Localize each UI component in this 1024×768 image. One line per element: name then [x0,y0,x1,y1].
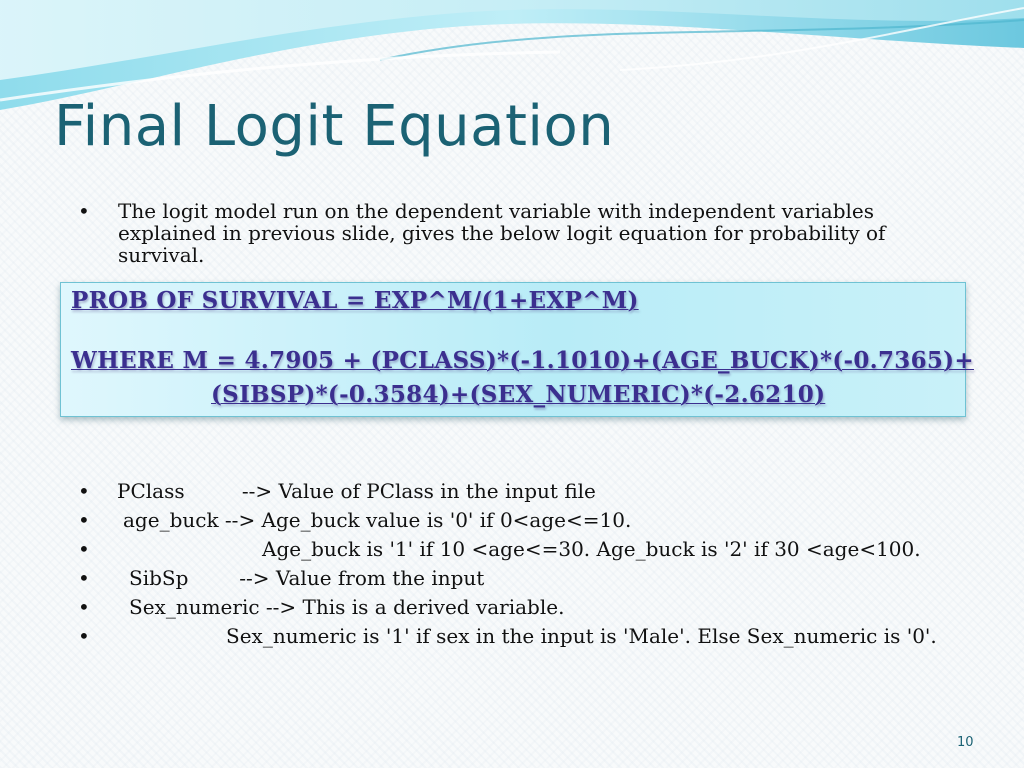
list-item-sex-numeric-detail [78,623,978,652]
page-number: 10 [957,735,974,750]
bullet-marker: • [78,595,90,619]
list-item-text: age_buck --> Age_buck value is '0' if 0<age<=10. [123,508,632,532]
list-item-text: Age_buck is '1' if 10 <age<=30. Age_buck is '2' if 30 <age<100. [262,537,921,561]
list-item-text: Sex_numeric is '1' if sex in the input is 'Male'. Else Sex_numeric is '0'. [226,624,937,648]
bullet-marker: • [78,199,90,223]
list-item-text: SibSp --> Value from the input [129,566,485,590]
list-item-text: Sex_numeric --> This is a derived variable. [129,595,565,619]
intro-text: The logit model run on the dependent variable with independent variables explained in previous slide, gives the below logit equation for probability of survival. [118,199,886,267]
bullet-marker: • [78,479,90,503]
list-item-age-buck-detail [78,536,978,565]
equation-box [60,282,974,417]
bullet-marker: • [78,537,90,561]
bullet-marker: • [78,624,90,648]
list-item-sex-numeric [78,594,978,623]
equation-line-where: WHERE M = 4.7905 + (PCLASS)*(-1.1010)+(AGE_BUCK)*(-0.7365)+ [71,347,974,374]
list-item-pclass [78,478,978,507]
bullet-marker: • [78,566,90,590]
list-item-age-buck [78,507,978,536]
variable-definition-list [78,478,978,652]
list-item-sibsp [78,565,978,594]
intro-paragraph [78,200,928,266]
equation-line-continuation: (SIBSP)*(-0.3584)+(SEX_NUMERIC)*(-2.6210) [211,381,826,408]
bullet-marker: • [78,508,90,532]
list-item-text: PClass --> Value of PClass in the input file [117,479,596,503]
equation-line-prob: PROB OF SURVIVAL = EXP^M/(1+EXP^M) [71,287,639,314]
slide-title: Final Logit Equation [54,94,615,159]
